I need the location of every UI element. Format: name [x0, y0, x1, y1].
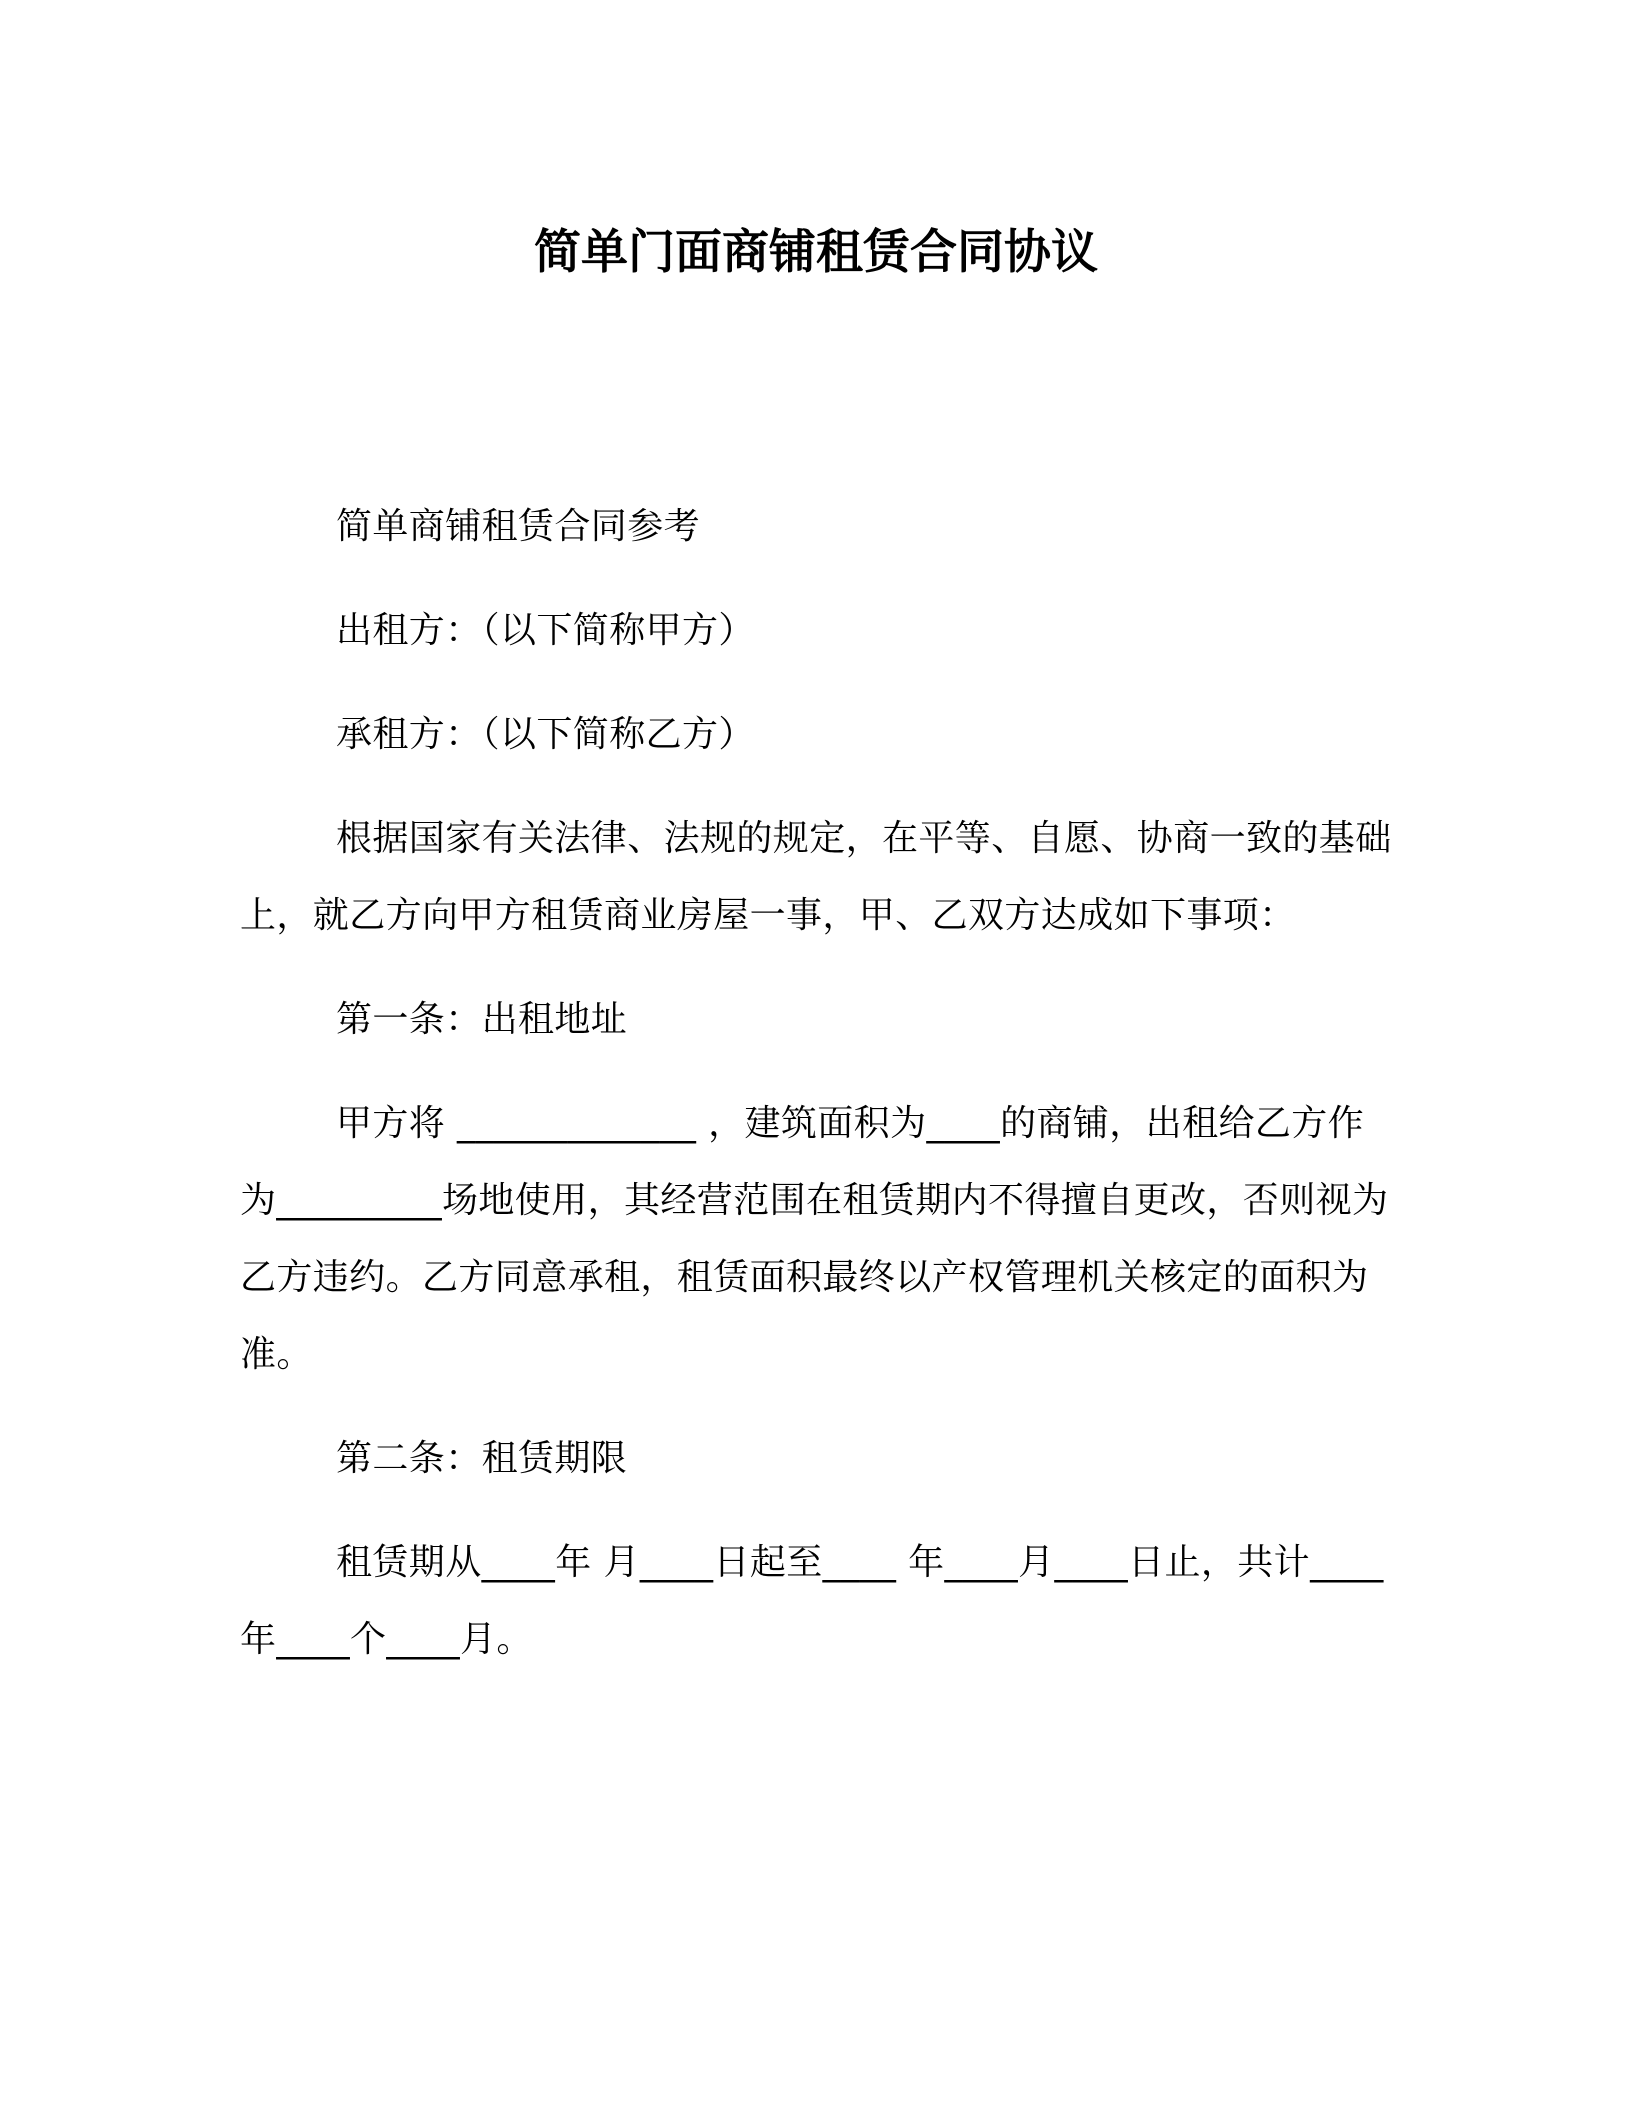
- lessee-line: 承租方：（以下简称乙方）: [336, 714, 755, 755]
- lessor-line: 出租方：（以下简称甲方）: [336, 610, 755, 651]
- preamble-paragraph: 根据国家有关法律、法规的规定，在平等、自愿、协商一致的基础上，就乙方向甲方租赁商业房屋一事，甲、乙双方达成如下事项：: [240, 818, 1392, 936]
- article-2-body: 租赁期从____年 月____日起至____ 年____月____日止，共计____年____个____月。: [240, 1542, 1384, 1660]
- document-body: [240, 488, 1394, 1705]
- contract-subtitle: 简单商铺租赁合同参考: [336, 506, 701, 547]
- article-1-body: 甲方将 _____________ ，建筑面积为____的商铺，出租给乙方作为_________场地使用，其经营范围在租赁期内不得擅自更改，否则视为乙方违约。乙方同意承租，租赁面积最终以产权管理机关核定的面积为准。: [240, 1103, 1389, 1375]
- article-2-heading: 第二条：租赁期限: [336, 1438, 628, 1479]
- document-title: 简单门面商铺租赁合同协议: [534, 225, 1098, 280]
- article-1-heading: 第一条：出租地址: [336, 999, 628, 1040]
